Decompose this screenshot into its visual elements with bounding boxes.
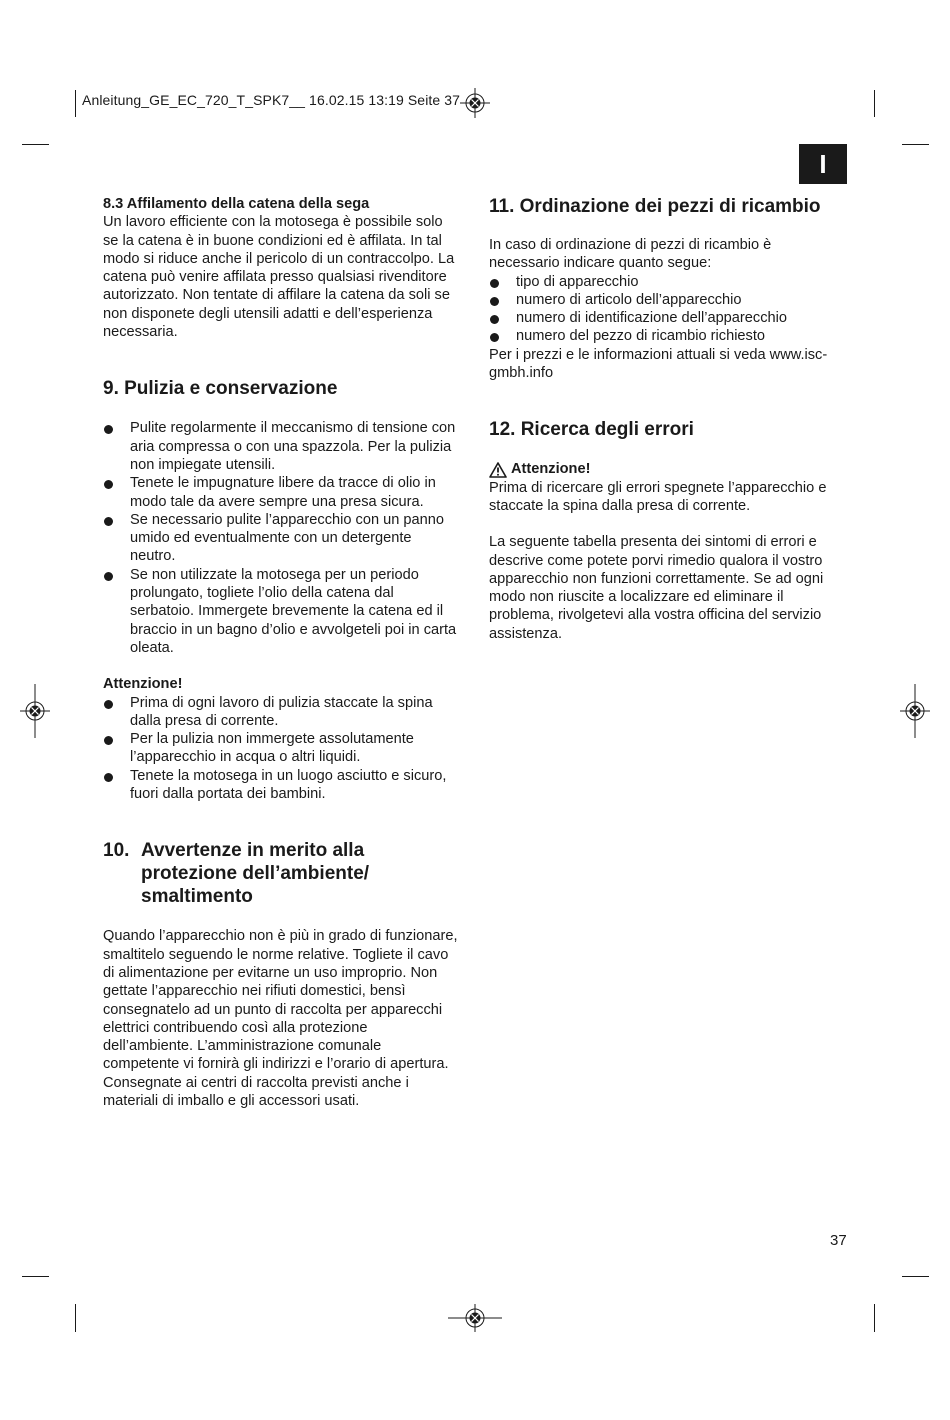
section-8-3-heading: 8.3 Affilamento della catena della sega: [103, 196, 370, 212]
list-item: tipo di apparecchio: [489, 273, 844, 291]
section-9-attention-list: [103, 694, 458, 804]
section-10-number: 10.: [103, 840, 130, 862]
section-11-outro: Per i prezzi e le informazioni attuali si veda www.isc-gmbh.info: [489, 346, 828, 382]
section-9-heading: 9. Pulizia e conservazione: [103, 378, 338, 400]
crop-mark: [874, 1304, 875, 1332]
registration-mark-icon: [448, 1304, 502, 1332]
section-11-list: [489, 273, 844, 346]
crop-mark: [902, 144, 929, 145]
list-item: numero di identificazione dell’apparecchio: [489, 309, 844, 327]
language-tab: I: [799, 144, 847, 184]
crop-mark: [22, 1276, 49, 1277]
list-item: Se non utilizzate la motosega per un periodo prolungato, togliete l’olio della catena dal serbatoio. Immergete brevemente la catena ed il braccio in un bagno d’olio e avvolgeteli poi in carta oleata.: [103, 566, 458, 657]
page-number: 37: [830, 1232, 847, 1249]
registration-mark-icon: [900, 684, 930, 738]
section-11-intro: In caso di ordinazione di pezzi di ricambio è necessario indicare quanto segue:: [489, 237, 772, 272]
list-item: Tenete le impugnature libere da tracce di olio in modo tale da avere sempre una presa sicura.: [103, 474, 458, 511]
registration-mark-icon: [460, 88, 490, 118]
list-item: Tenete la motosega in un luogo asciutto e sicuro, fuori dalla portata dei bambini.: [103, 767, 458, 804]
list-item: Pulite regolarmente il meccanismo di tensione con aria compressa o con una spazzola. Per la pulizia non impiegate utensili.: [103, 419, 458, 474]
crop-mark: [902, 1276, 929, 1277]
list-item: numero del pezzo di ricambio richiesto: [489, 327, 844, 345]
crop-mark: [75, 1304, 76, 1332]
section-9-list: [103, 419, 458, 657]
section-8-3-body: Un lavoro efficiente con la motosega è possibile solo se la catena è in buone condizioni ed è affilata. In tal modo si riduce anche il pericolo di un contraccolpo. La catena può venire affilata presso qualsiasi rivenditore autorizzato. Non tentate di affilare la catena da soli se non disponete degli utensili adatti e dell’esperienza necessaria.: [103, 214, 455, 341]
section-10-title: Avvertenze in merito alla protezione dell’ambiente/ smaltimento: [141, 840, 370, 908]
warning-triangle-icon: [489, 462, 507, 478]
section-12-warning-heading: [489, 460, 844, 478]
print-slug: Anleitung_GE_EC_720_T_SPK7__ 16.02.15 13:19 Seite 37: [82, 92, 461, 108]
section-12-warning-text: Prima di ricercare gli errori spegnete l’apparecchio e staccate la spina dalla presa di corrente.: [489, 479, 827, 514]
list-item: numero di articolo dell’apparecchio: [489, 291, 844, 309]
list-item: Se necessario pulite l’apparecchio con un panno umido ed eventualmente con un detergente neutro.: [103, 511, 458, 566]
section-12-warning-label: Attenzione!: [511, 461, 591, 478]
section-12-heading: 12. Ricerca degli errori: [489, 419, 694, 441]
list-item: Per la pulizia non immergete assolutamente l’apparecchio in acqua o altri liquidi.: [103, 730, 458, 767]
section-11-heading: 11. Ordinazione dei pezzi di ricambio: [489, 196, 821, 217]
registration-mark-icon: [20, 684, 50, 738]
section-10-heading: [103, 839, 458, 908]
left-column: [103, 195, 458, 1110]
crop-mark: [75, 90, 76, 117]
section-12-body: La seguente tabella presenta dei sintomi di errori e descrive come potete porvi rimedio qualora il vostro apparecchio non funzioni correttamente. Se ad ogni modo non riuscite a localizzare ed eliminare il problema, rivolgetevi alla vostra officina del servizio assistenza.: [489, 534, 824, 642]
section-9-attention-label: Attenzione!: [103, 676, 183, 693]
section-10-body: Quando l’apparecchio non è più in grado di funzionare, smaltitelo seguendo le norme relative. Togliete il cavo di alimentazione per evitarne un uso improprio. Non gettate l’apparecchio nei rifiuti domestici, bensì consegnatelo ad un punto di raccolta per apparecchi elettrici contribuendo così alla protezione dell’ambiente. L’amministrazione comunale competente vi fornirà gli indirizzi e l’orario di apertura. Consegnate ai centri di raccolta previsti anche i materiali di imballo e gli accessori usati.: [103, 928, 458, 1109]
crop-mark: [874, 90, 875, 117]
crop-mark: [22, 144, 49, 145]
right-column: [489, 195, 844, 643]
list-item: Prima di ogni lavoro di pulizia staccate la spina dalla presa di corrente.: [103, 694, 458, 731]
